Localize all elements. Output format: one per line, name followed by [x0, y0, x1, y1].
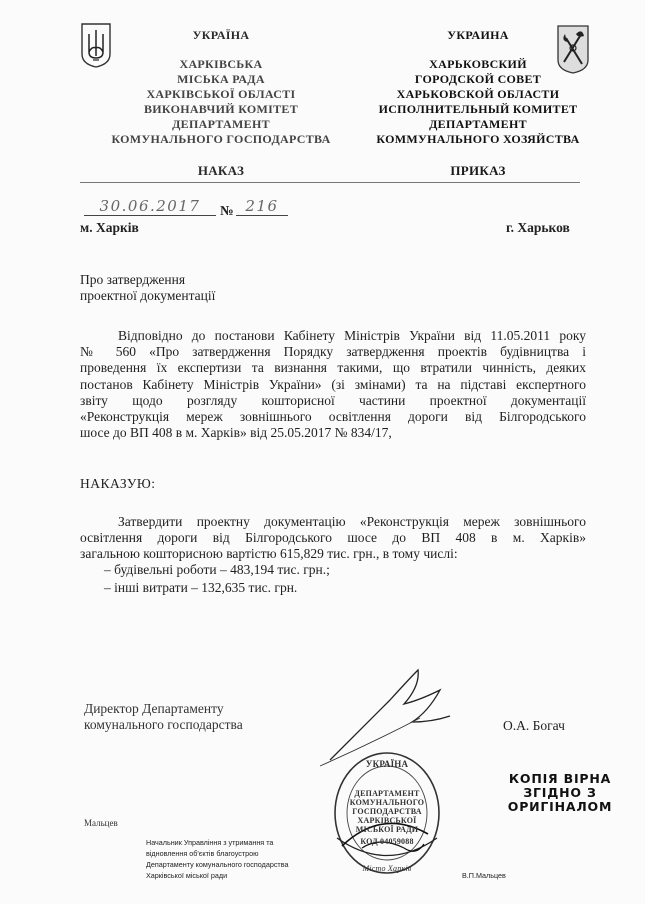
decision-line-2: освітлення дороги від Білгородського шосе до ВП 408 в м. Харків» — [80, 530, 586, 546]
signatory-position-1: Директор Департаменту — [84, 701, 224, 716]
body-line-5: звіту щодо розгляду кошторисної частини проектної документації — [80, 392, 586, 408]
certifier-name: В.П.Мальцев — [462, 871, 506, 880]
header-left-line-4: ВИКОНАВЧИЙ КОМІТЕТ — [143, 102, 299, 116]
seal-inner-1: ДЕПАРТАМЕНТ — [354, 789, 420, 798]
header-right-line-3: ХАРЬКОВСКОЙ ОБЛАСТИ — [396, 87, 560, 101]
decision-item-2: – інші витрати – 132,635 тис. грн. — [104, 580, 298, 595]
seal-ring-top: УКРАЇНА — [365, 759, 409, 769]
certifier-line-2: відновлення об'єктів благоустрою — [146, 849, 259, 858]
header-right-line-6: КОММУНАЛЬНОГО ХОЗЯЙСТВА — [376, 132, 580, 146]
copy-stamp-line-1: КОПІЯ ВІРНА — [508, 771, 612, 786]
place-ru: г. Харьков — [506, 220, 570, 235]
certifier-line-3: Департаменту комунального господарства — [146, 860, 289, 869]
header-right-country: УКРАИНА — [447, 28, 509, 42]
header-right-line-1: ХАРЬКОВСКИЙ — [429, 57, 527, 71]
header-right-line-4: ИСПОЛНИТЕЛЬНЫЙ КОМИТЕТ — [378, 102, 578, 116]
header-left-line-5: ДЕПАРТАМЕНТ — [172, 117, 270, 131]
header-divider — [80, 182, 580, 183]
body-paragraph — [80, 328, 586, 441]
seal-inner-2: КОМУНАЛЬНОГО — [349, 798, 425, 807]
doc-type-ru: ПРИКАЗ — [450, 163, 506, 178]
body-line-3: проведення їх експертизи та визнання такими, що втратили чинність, деяких — [80, 360, 586, 376]
copy-stamp-line-3: ОРИГІНАЛОМ — [507, 799, 613, 814]
decision-line-1: Затвердити проектну документацію «Реконструкція мереж зовнішнього — [118, 514, 586, 529]
body-line-1: Відповідно до постанови Кабінету Міністрів України від 11.05.2011 року — [118, 328, 586, 343]
certifier-line-1: Начальник Управління з утримання та — [146, 838, 274, 847]
header-right — [358, 28, 598, 147]
decision-item-1: – будівельні роботи – 483,194 тис. грн.; — [104, 562, 330, 577]
number-label: № — [220, 203, 234, 218]
body-line-6: «Реконструкція мереж зовнішнього освітлення дороги від Білгородського — [80, 409, 586, 425]
place-ua: м. Харків — [80, 220, 139, 235]
body-line-2: № 560 «Про затвердження Порядку затвердження проектів будівництва і — [80, 344, 586, 360]
body-line-4: постанов Кабінету Міністрів України» (зі змінами) та на підставі експертного — [80, 376, 586, 392]
certifier-line-4: Харківської міської ради — [146, 871, 228, 880]
signatory-position-2: комунального господарства — [84, 717, 243, 732]
seal-ring-bottom: Місто Харків — [362, 864, 412, 873]
signatory-name: О.А. Богач — [503, 718, 565, 733]
header-right-line-5: ДЕПАРТАМЕНТ — [429, 117, 527, 131]
body-line-7: шосе до ВП 408 в м. Харків» від 25.05.2017 № 834/17, — [80, 425, 392, 441]
header-left-line-1: ХАРКІВСЬКА — [179, 57, 263, 71]
certifier-block — [146, 837, 288, 881]
decision-line-3: загальною кошторисною вартістю 615,829 тис. грн., в тому числі: — [80, 546, 458, 562]
header-left-country: УКРАЇНА — [192, 28, 250, 42]
subject-line-2: проектної документації — [80, 288, 216, 303]
seal-inner-4: ХАРКІВСЬКОЇ — [357, 816, 417, 825]
subject-line-1: Про затвердження — [80, 272, 186, 287]
header-left-line-3: ХАРКІВСЬКОЇ ОБЛАСТІ — [146, 87, 296, 101]
header-right-line-2: ГОРОДСКОЙ СОВЕТ — [414, 72, 542, 86]
executor-name: Мальцев — [84, 818, 118, 828]
header-left — [96, 28, 346, 147]
decision-paragraph — [80, 514, 586, 563]
handwritten-number: 216 — [236, 197, 288, 216]
doc-type-ua: НАКАЗ — [197, 163, 245, 178]
header-left-line-6: КОМУНАЛЬНОГО ГОСПОДАРСТВА — [111, 132, 331, 146]
seal-inner-6: КОД 04059088 — [360, 837, 414, 846]
copy-stamp-line-2: ЗГІДНО З — [523, 785, 597, 800]
seal-inner-3: ГОСПОДАРСТВА — [352, 807, 422, 816]
seal-inner-5: МІСЬКОЇ РАДИ — [355, 825, 419, 834]
order-word: НАКАЗУЮ: — [80, 476, 156, 491]
handwritten-date: 30.06.2017 — [84, 197, 216, 216]
header-left-line-2: МІСЬКА РАДА — [177, 72, 265, 86]
copy-certified-stamp — [506, 772, 614, 814]
